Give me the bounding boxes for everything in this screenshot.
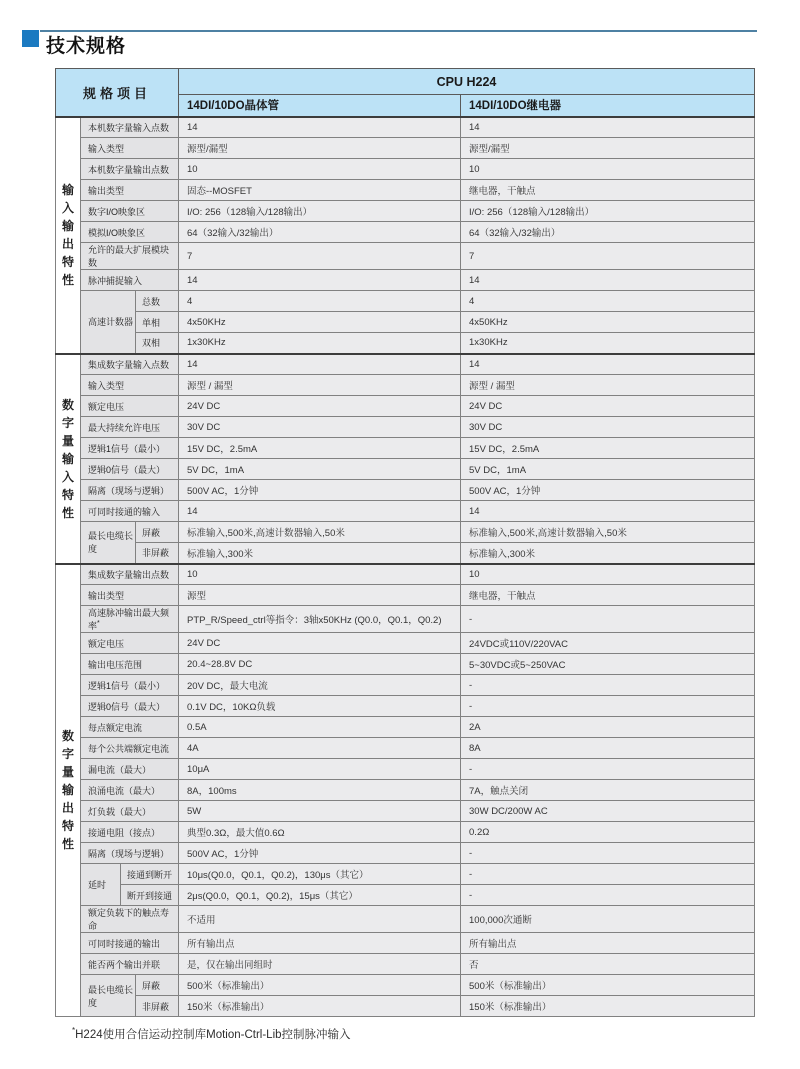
row-label: 延时 [81, 864, 121, 906]
sub-row-label: 非屏蔽 [136, 996, 179, 1017]
table-row [56, 117, 755, 138]
corner-header: 规格项目 [56, 69, 179, 117]
spec-value-relay: 5V DC，1mA [461, 459, 755, 480]
spec-value-transistor: 4x50KHz [179, 312, 461, 333]
spec-value-transistor: 所有输出点 [179, 933, 461, 954]
table-row [56, 654, 755, 675]
spec-value-transistor: I/O: 256（128输入/128输出） [179, 201, 461, 222]
row-label: 数字I/O映象区 [81, 201, 179, 222]
spec-value-relay: 继电器，干触点 [461, 585, 755, 606]
row-label: 逻辑1信号（最小） [81, 438, 179, 459]
sub-row-label: 屏蔽 [136, 522, 179, 543]
table-row [56, 417, 755, 438]
row-label-text: 高速脉冲输出最大频率 [88, 608, 170, 631]
row-label: 额定电压 [81, 396, 179, 417]
table-row [56, 717, 755, 738]
cpu-model-header: CPU H224 [179, 69, 755, 95]
table-row [56, 312, 755, 333]
spec-value-transistor: 14 [179, 117, 461, 138]
table-row [56, 438, 755, 459]
table-row [56, 822, 755, 843]
row-label: 脉冲捕捉输入 [81, 270, 179, 291]
column-header-transistor: 14DI/10DO晶体管 [179, 95, 461, 117]
table-row [56, 759, 755, 780]
spec-value-transistor: 固态--MOSFET [179, 180, 461, 201]
row-label: 隔离（现场与逻辑） [81, 480, 179, 501]
table-row [56, 291, 755, 312]
sub-row-label: 接通到断开 [121, 864, 179, 885]
row-label: 最长电缆长度 [81, 975, 136, 1017]
table-row [56, 375, 755, 396]
table-row [56, 780, 755, 801]
spec-value-transistor: 4 [179, 291, 461, 312]
row-label: 接通电阻（接点） [81, 822, 179, 843]
spec-value-transistor: 7 [179, 243, 461, 270]
spec-value-relay: - [461, 864, 755, 885]
row-label: 额定负载下的触点寿命 [81, 906, 179, 933]
spec-value-transistor: 标准输入,500米,高速计数器输入,50米 [179, 522, 461, 543]
spec-value-transistor: 0.1V DC，10KΩ负载 [179, 696, 461, 717]
spec-value-relay: 标准输入,500米,高速计数器输入,50米 [461, 522, 755, 543]
spec-value-relay: 100,000次通断 [461, 906, 755, 933]
table-row [56, 180, 755, 201]
spec-value-transistor: 1x30KHz [179, 333, 461, 354]
spec-value-transistor: 5V DC，1mA [179, 459, 461, 480]
table-row [56, 954, 755, 975]
spec-value-relay: 8A [461, 738, 755, 759]
sub-row-label: 断开到接通 [121, 885, 179, 906]
spec-value-relay: 继电器，干触点 [461, 180, 755, 201]
spec-value-relay: 1x30KHz [461, 333, 755, 354]
spec-value-transistor: 源型 / 漏型 [179, 375, 461, 396]
row-label: 逻辑0信号（最大） [81, 696, 179, 717]
spec-value-transistor: 24V DC [179, 633, 461, 654]
title-rule [40, 30, 757, 32]
spec-value-transistor: 10 [179, 159, 461, 180]
table-row [56, 864, 755, 885]
group-label: 数字量输出特性 [56, 564, 81, 1017]
table-row [56, 606, 755, 633]
spec-value-relay: - [461, 759, 755, 780]
sub-row-label: 屏蔽 [136, 975, 179, 996]
spec-value-relay: 500米（标准输出） [461, 975, 755, 996]
row-label: 每点额定电流 [81, 717, 179, 738]
row-label: 输出电压范围 [81, 654, 179, 675]
table-row [56, 585, 755, 606]
table-row [56, 801, 755, 822]
column-header-relay: 14DI/10DO继电器 [461, 95, 755, 117]
page-title: 技术规格 [46, 36, 127, 57]
spec-value-relay: 30W DC/200W AC [461, 801, 755, 822]
table-row [56, 522, 755, 543]
spec-value-transistor: 5W [179, 801, 461, 822]
group-label: 输入输出特性 [56, 117, 81, 354]
spec-value-transistor: 源型 [179, 585, 461, 606]
spec-value-transistor: 14 [179, 501, 461, 522]
table-row [56, 696, 755, 717]
table-row [56, 396, 755, 417]
spec-value-transistor: 500米（标准输出） [179, 975, 461, 996]
table-row [56, 738, 755, 759]
spec-value-transistor: 150米（标准输出） [179, 996, 461, 1017]
spec-value-transistor: 10 [179, 564, 461, 585]
table-row [56, 675, 755, 696]
spec-value-relay: - [461, 843, 755, 864]
group-label: 数字量输入特性 [56, 354, 81, 564]
table-row [56, 201, 755, 222]
row-label: 集成数字量输出点数 [81, 564, 179, 585]
spec-value-relay: - [461, 885, 755, 906]
row-label: 最大持续允许电压 [81, 417, 179, 438]
row-label: 输出类型 [81, 585, 179, 606]
spec-value-relay: 14 [461, 117, 755, 138]
spec-value-transistor: 10μs(Q0.0，Q0.1，Q0.2)，130μs（其它） [179, 864, 461, 885]
section-marker-icon [22, 30, 39, 47]
spec-value-transistor: PTP_R/Speed_ctrl等指令：3轴x50KHz (Q0.0，Q0.1，Q0.2) [179, 606, 461, 633]
spec-value-relay: 10 [461, 159, 755, 180]
table-row [56, 480, 755, 501]
spec-value-relay: 否 [461, 954, 755, 975]
spec-value-relay: 2A [461, 717, 755, 738]
row-label: 额定电压 [81, 633, 179, 654]
spec-value-transistor: 不适用 [179, 906, 461, 933]
spec-value-transistor: 500V AC，1分钟 [179, 480, 461, 501]
spec-value-relay: - [461, 696, 755, 717]
row-label: 可同时接通的输出 [81, 933, 179, 954]
footnote-text: H224使用合信运动控制库Motion-Ctrl-Lib控制脉冲输入 [75, 1029, 351, 1041]
spec-value-relay: 10 [461, 564, 755, 585]
sub-row-label: 总数 [136, 291, 179, 312]
spec-table-body [56, 117, 755, 1017]
table-row [56, 975, 755, 996]
spec-value-transistor: 4A [179, 738, 461, 759]
row-label: 漏电流（最大） [81, 759, 179, 780]
spec-value-relay: 150米（标准输出） [461, 996, 755, 1017]
row-label: 本机数字量输入点数 [81, 117, 179, 138]
spec-value-relay: 4x50KHz [461, 312, 755, 333]
spec-value-transistor: 标准输入,300米 [179, 543, 461, 564]
row-label: 本机数字量输出点数 [81, 159, 179, 180]
row-label: 允许的最大扩展模块数 [81, 243, 179, 270]
table-row [56, 633, 755, 654]
spec-value-relay: 7A，触点关闭 [461, 780, 755, 801]
spec-value-transistor: 15V DC，2.5mA [179, 438, 461, 459]
table-row [56, 564, 755, 585]
spec-value-transistor: 30V DC [179, 417, 461, 438]
table-row [56, 933, 755, 954]
row-label: 逻辑1信号（最小） [81, 675, 179, 696]
table-row [56, 543, 755, 564]
sub-row-label: 单相 [136, 312, 179, 333]
spec-table [55, 68, 754, 1017]
spec-value-transistor: 10μA [179, 759, 461, 780]
table-row [56, 222, 755, 243]
spec-value-relay: 15V DC，2.5mA [461, 438, 755, 459]
spec-value-relay: 24V DC [461, 396, 755, 417]
table-row [56, 459, 755, 480]
table-row [56, 333, 755, 354]
row-label: 能否两个输出并联 [81, 954, 179, 975]
spec-value-relay: 24VDC或110V/220VAC [461, 633, 755, 654]
table-row [56, 843, 755, 864]
spec-value-relay: 5~30VDC或5~250VAC [461, 654, 755, 675]
spec-value-relay: 14 [461, 270, 755, 291]
table-row [56, 270, 755, 291]
sub-row-label: 非屏蔽 [136, 543, 179, 564]
spec-value-transistor: 24V DC [179, 396, 461, 417]
row-label: 高速计数器 [81, 291, 136, 354]
spec-value-transistor: 500V AC，1分钟 [179, 843, 461, 864]
table-row [56, 885, 755, 906]
table-row [56, 996, 755, 1017]
sub-row-label: 双相 [136, 333, 179, 354]
spec-value-transistor: 14 [179, 354, 461, 375]
spec-value-relay: 0.2Ω [461, 822, 755, 843]
table-row [56, 354, 755, 375]
row-label: 模拟I/O映象区 [81, 222, 179, 243]
spec-value-transistor: 0.5A [179, 717, 461, 738]
spec-value-relay: 64（32输入/32输出） [461, 222, 755, 243]
spec-value-relay: 30V DC [461, 417, 755, 438]
row-label: 灯负载（最大） [81, 801, 179, 822]
spec-value-transistor: 20V DC，最大电流 [179, 675, 461, 696]
row-label: 浪涌电流（最大） [81, 780, 179, 801]
table-row [56, 159, 755, 180]
spec-value-relay: 14 [461, 354, 755, 375]
spec-value-transistor: 2μs(Q0.0，Q0.1，Q0.2)，15μs（其它） [179, 885, 461, 906]
spec-value-relay: 标准输入,300米 [461, 543, 755, 564]
row-label: 最长电缆长度 [81, 522, 136, 564]
row-label: 输出类型 [81, 180, 179, 201]
footnote [72, 1026, 351, 1042]
row-label: 隔离（现场与逻辑） [81, 843, 179, 864]
spec-value-relay: 7 [461, 243, 755, 270]
table-row [56, 138, 755, 159]
spec-value-relay: - [461, 606, 755, 633]
row-label: 输入类型 [81, 375, 179, 396]
spec-value-transistor: 14 [179, 270, 461, 291]
row-label-superscript: * [97, 620, 100, 627]
spec-value-relay: - [461, 675, 755, 696]
row-label: 逻辑0信号（最大） [81, 459, 179, 480]
row-label: 集成数字量输入点数 [81, 354, 179, 375]
table-row [56, 906, 755, 933]
row-label: 可同时接通的输入 [81, 501, 179, 522]
spec-value-transistor: 典型0.3Ω，最大值0.6Ω [179, 822, 461, 843]
footnote-marker: * [72, 1026, 76, 1036]
spec-value-transistor: 是，仅在输出同组时 [179, 954, 461, 975]
spec-value-relay: 所有输出点 [461, 933, 755, 954]
spec-value-relay: 500V AC，1分钟 [461, 480, 755, 501]
row-label: 输入类型 [81, 138, 179, 159]
spec-value-relay: 4 [461, 291, 755, 312]
spec-value-relay: 源型/漏型 [461, 138, 755, 159]
spec-value-transistor: 源型/漏型 [179, 138, 461, 159]
spec-value-transistor: 20.4~28.8V DC [179, 654, 461, 675]
row-label: 每个公共端额定电流 [81, 738, 179, 759]
spec-value-relay: 14 [461, 501, 755, 522]
spec-value-relay: 源型 / 漏型 [461, 375, 755, 396]
row-label [81, 606, 179, 633]
spec-value-transistor: 64（32输入/32输出） [179, 222, 461, 243]
spec-value-relay: I/O: 256（128输入/128输出） [461, 201, 755, 222]
table-row [56, 501, 755, 522]
spec-value-transistor: 8A，100ms [179, 780, 461, 801]
table-row [56, 243, 755, 270]
